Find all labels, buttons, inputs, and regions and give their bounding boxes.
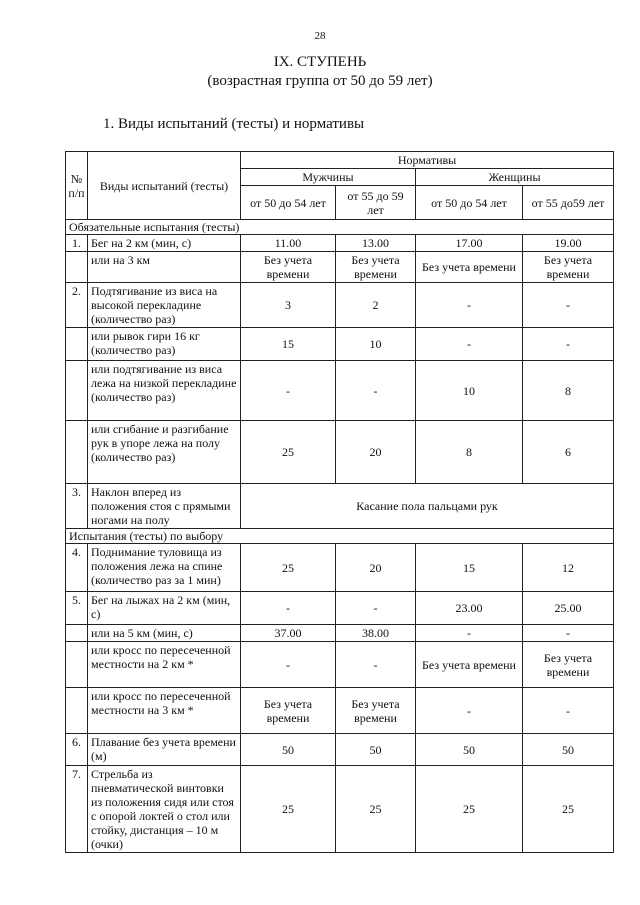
test-name: или рывок гири 16 кг (количество раз) [88,328,241,361]
test-name: Поднимание туловища из положения лежа на спине (количество раз за 1 мин) [88,544,241,592]
header-norms: Нормативы [241,152,614,169]
test-name: Бег на лыжах на 2 км (мин, с) [88,592,241,625]
table-row [66,283,614,328]
table-row [66,734,614,766]
norm-value: 19.00 [523,235,614,252]
test-name: Подтягивание из виса на высокой перекладине (количество раз) [88,283,241,328]
test-name: Плавание без учета времени (м) [88,734,241,766]
norm-value: 50 [241,734,336,766]
norm-value: 6 [523,421,614,484]
norm-value: 17.00 [416,235,523,252]
test-name: или подтягивание из виса лежа на низкой перекладине (количество раз) [88,361,241,421]
norm-value: 25 [241,421,336,484]
title-line-1: IX. СТУПЕНЬ [273,54,367,70]
norm-value: - [416,688,523,734]
norm-value: 2 [336,283,416,328]
row-number [66,361,88,421]
norm-value: 3 [241,283,336,328]
row-number: 4. [66,544,88,592]
table-row [66,235,614,252]
norm-value: Без учета времени [336,252,416,283]
table-row [66,328,614,361]
test-name: или на 5 км (мин, с) [88,625,241,642]
header-tests: Виды испытаний (тесты) [88,152,241,220]
norm-value: Без учета времени [523,642,614,688]
norm-value: - [336,592,416,625]
norm-value: Без учета времени [241,688,336,734]
table-row [66,484,614,529]
test-name: или кросс по пересеченной местности на 2 км * [88,642,241,688]
norm-value: Без учета времени [416,252,523,283]
norm-value: 25 [241,766,336,853]
norm-value: - [416,283,523,328]
norm-value: 50 [523,734,614,766]
norm-value: 8 [523,361,614,421]
norm-value: 25 [336,766,416,853]
test-name: Бег на 2 км (мин, с) [88,235,241,252]
table-row [66,592,614,625]
norm-value: Без учета времени [523,252,614,283]
test-name: или на 3 км [88,252,241,283]
category-mandatory: Обязательные испытания (тесты) [66,220,614,235]
row-number: 6. [66,734,88,766]
test-name: Наклон вперед из положения стоя с прямыми ногами на полу [88,484,241,529]
norm-value: - [523,328,614,361]
norm-value: Без учета времени [336,688,416,734]
table-row [66,642,614,688]
row-number [66,252,88,283]
row-number [66,642,88,688]
norm-value: 23.00 [416,592,523,625]
table-row [66,361,614,421]
norm-merged-value: Касание пола пальцами рук [241,484,614,529]
norm-value: 12 [523,544,614,592]
norm-value: 13.00 [336,235,416,252]
row-number: 3. [66,484,88,529]
row-number: 7. [66,766,88,853]
norm-value: - [336,642,416,688]
row-number [66,625,88,642]
row-number [66,421,88,484]
norm-value: 20 [336,421,416,484]
norm-value: Без учета времени [241,252,336,283]
header-age-2: от 55 до 59 лет [336,186,416,220]
table-row [66,625,614,642]
norm-value: - [416,328,523,361]
category-optional: Испытания (тесты) по выбору [66,529,614,544]
table-row [66,421,614,484]
header-num: № п/п [66,152,88,220]
header-age-4: от 55 до59 лет [523,186,614,220]
norm-value: 8 [416,421,523,484]
norm-value: - [523,625,614,642]
norm-value: - [241,592,336,625]
norm-value: 38.00 [336,625,416,642]
norm-value: 10 [336,328,416,361]
test-name: или кросс по пересеченной местности на 3 км * [88,688,241,734]
norm-value: - [336,361,416,421]
test-name: Стрельба из пневматической винтовки из положения сидя или стоя с опорой локтей о стол или стойку, дистанция – 10 м (очки) [88,766,241,853]
norm-value: - [416,625,523,642]
norm-value: - [241,642,336,688]
norm-value: - [523,688,614,734]
section-title: 1. Виды испытаний (тесты) и нормативы [103,116,365,132]
norms-table [65,151,614,853]
norm-value: 10 [416,361,523,421]
row-number: 5. [66,592,88,625]
header-men: Мужчины [241,169,416,186]
norm-value: Без учета времени [416,642,523,688]
header-women: Женщины [416,169,614,186]
table-row [66,252,614,283]
table-row [66,544,614,592]
norm-value: - [241,361,336,421]
row-number: 2. [66,283,88,328]
title-line-2: (возрастная группа от 50 до 59 лет) [207,73,433,89]
norm-value: 50 [416,734,523,766]
norm-value: 25.00 [523,592,614,625]
header-age-3: от 50 до 54 лет [416,186,523,220]
norm-value: 25 [523,766,614,853]
page-title [0,53,640,91]
norm-value: 15 [416,544,523,592]
norm-value: 11.00 [241,235,336,252]
table-row [66,688,614,734]
row-number: 1. [66,235,88,252]
row-number [66,688,88,734]
test-name: или сгибание и разгибание рук в упоре лежа на полу (количество раз) [88,421,241,484]
row-number [66,328,88,361]
norm-value: - [523,283,614,328]
norm-value: 25 [416,766,523,853]
norm-value: 25 [241,544,336,592]
page-number: 28 [314,30,326,42]
norm-value: 20 [336,544,416,592]
norm-value: 15 [241,328,336,361]
header-age-1: от 50 до 54 лет [241,186,336,220]
norm-value: 37.00 [241,625,336,642]
norm-value: 50 [336,734,416,766]
table-row [66,766,614,853]
